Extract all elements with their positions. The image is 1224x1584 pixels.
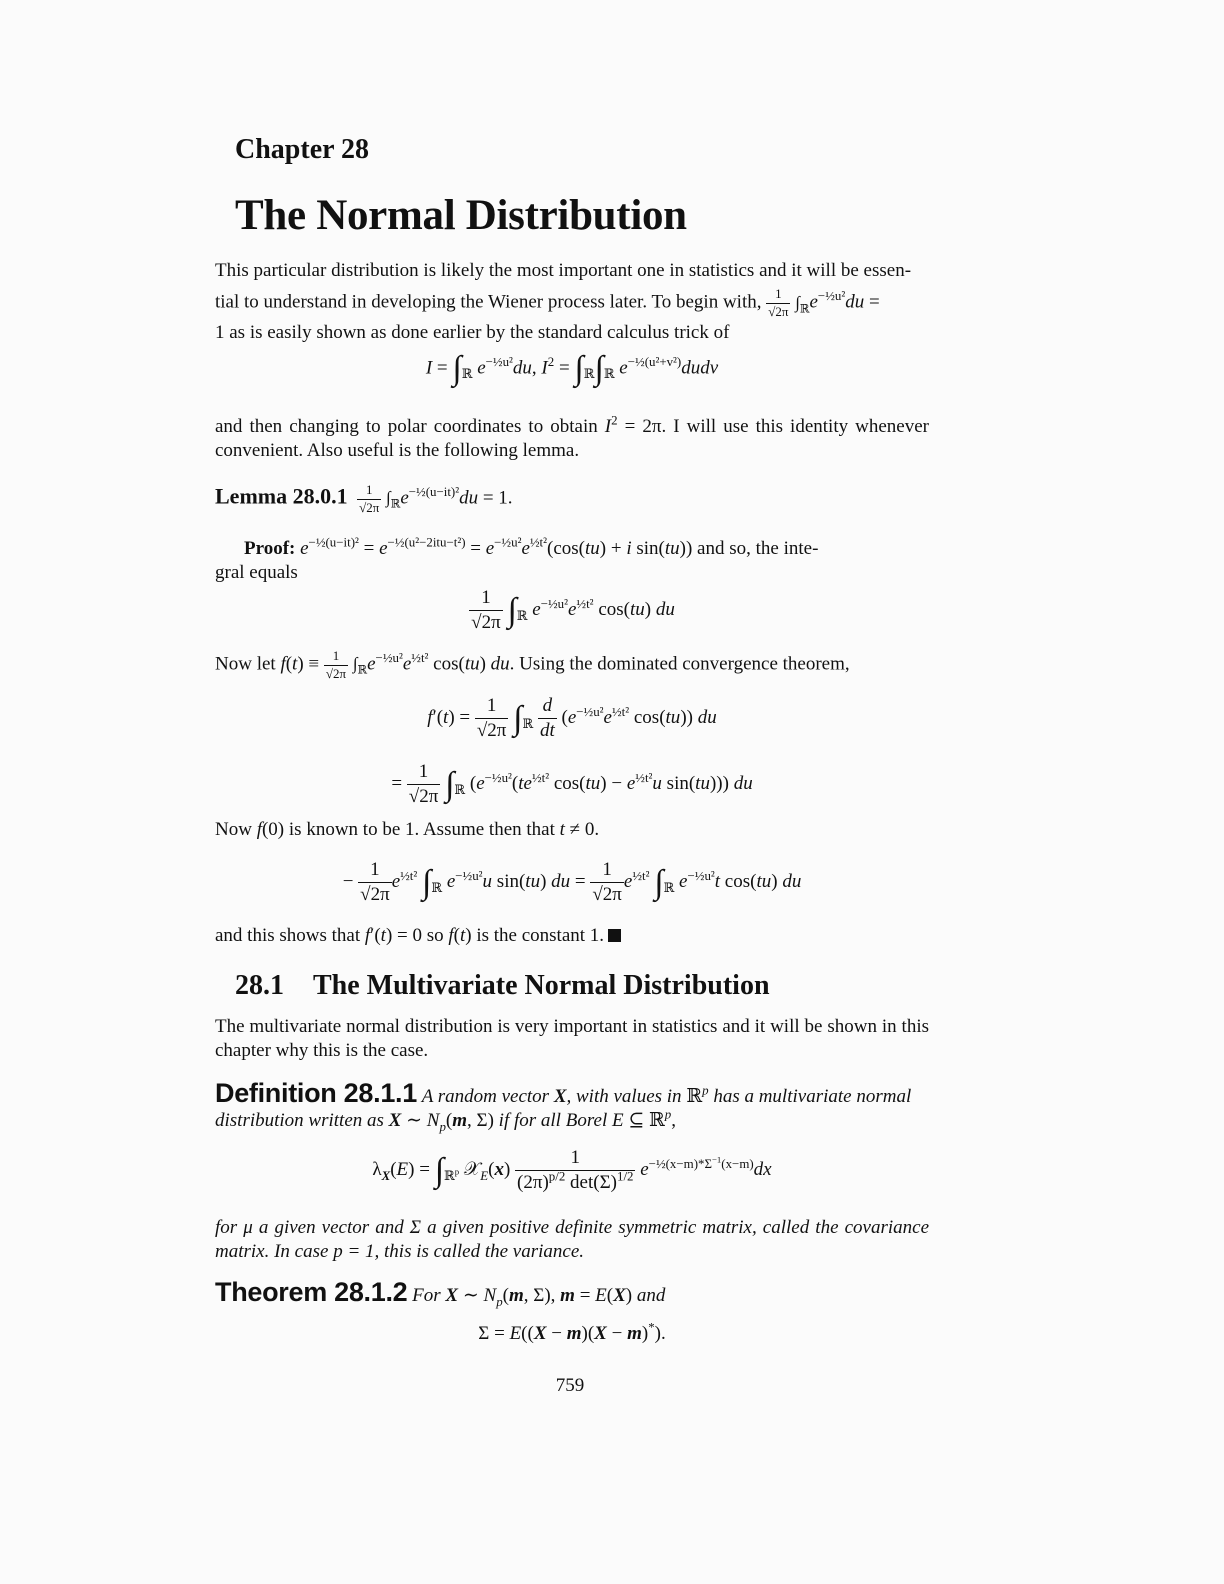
now-f0-text-a: Now [215,819,252,840]
eq-fraction: $\frac{1}{√2\pi}$ [471,587,501,634]
lemma-fraction: $\frac{1}{√2\pi}$ [359,482,380,515]
lemma: Lemma 28.0.1 $\frac{1}{√2\pi}$ $\int_ℝe^{-\frac{1}{2}(u-it)^2}du = 1$. [215,482,513,515]
definition-text-1: A random vector [421,1086,550,1107]
qed-square-icon [608,929,621,942]
conclusion-paragraph: and this shows that f′(t) = 0 so f(t) is the constant 1. [215,924,929,948]
intro-line-3: 1 as is easily shown as done earlier by the standard calculus trick of [215,321,730,343]
conclusion-text-end: is the constant 1. [476,925,605,946]
section-heading [235,968,770,1004]
now-let-paragraph: Now let f(t) ≡ $\frac{1}{√2\pi}$ $\int_ℝe^{-\frac{1}{2}u^2}e^{\frac{1}{2}t^2}$ cos(tu) du. Using the dominated convergence theorem, [215,648,850,681]
equation-parts: − $\frac{1}{√2\pi}$ $e^{\frac{1}{2}t^2}$ $\int_ℝ$ $e^{-\frac{1}{2}u^2}u$ sin(tu) du = $\frac{1}{√2\pi}$ $e^{\frac{1}{2}t^2}$ $\int_ℝ$ $e^{-\frac{1}{2}u^2}t$ cos(tu) du [215,858,929,908]
intro-line-2: tial to understand in developing the Wiener process later. To begin with, $\frac{1}{√2\pi}$ $\int_ℝe^{-\frac{1}{2}u^2}du$ = [215,286,880,319]
intro-line-2-text: tial to understand in developing the Wiener process later. To begin with, [215,291,762,313]
chapter-title: The Normal Distribution [235,192,687,239]
intro-paragraph [215,259,929,345]
proof-label: Proof: [244,538,296,559]
polar-paragraph: and then changing to polar coordinates to obtain $I^2 = 2\pi$. I will use this identity whenever convenient. Also useful is the following lemma. [215,412,929,462]
section-intro: The multivariate normal distribution is very important in statistics and it will be shown in this chapter why this is the case. [215,1016,929,1062]
now-let-text: Now let [215,653,276,675]
deriv2-fraction: $\frac{1}{√2\pi}$ [408,761,439,808]
intro-line-1: This particular distribution is likely the most important one in statistics and it will be essen- [215,260,912,281]
now-f0-paragraph: Now f(0) is known to be 1. Assume then that t ≠ 0. [215,819,600,840]
parts-fraction-2: $\frac{1}{√2\pi}$ [592,859,622,906]
deriv-fraction: $\frac{1}{√2\pi}$ [476,695,507,742]
conclusion-text: and this shows that [215,925,361,946]
chapter-label: Chapter 28 [235,134,370,165]
definition-label: Definition 28.1.1 [215,1078,417,1108]
theorem-text-for: For [412,1285,441,1306]
section-number: 28.1 [235,970,284,1001]
theorem: Theorem 28.1.2 For X ∼ $N_p(m$, Σ), m = E(X) and [215,1277,666,1309]
definition-after: for μ a given vector and Σ a given positive definite symmetric matrix, called the covariance matrix. In case p = 1, this is called the variance. [215,1217,929,1263]
definition-text-5: if for all Borel [498,1109,608,1131]
ddt-fraction: $\frac{d}{dt}$ [539,695,555,742]
equation-mvn-density: $\lambda_X(E) = \int_{ℝ^p}$ 𝒳$_E$(x) $\frac{1}{(2\pi)^{p/2} \det(\Sigma)^{1/2}}$ $e^{-\frac{1}{2}(x-m)*\Sigma^{-1}(x-m)}dx$ [215,1146,929,1196]
theorem-label: Theorem 28.1.2 [215,1277,408,1307]
proof-text-1: and so, the inte- [697,538,819,559]
proof-paragraph: Proof: $e^{-\frac{1}{2}(u-it)^2} = e^{-\frac{1}{2}(u^2-2itu-t^2)} = e^{-\frac{1}{2}u^2}e^{\frac{1}{2}t^2}(\cos(tu) + i$ sin(tu)) and so, the inte- gral equals [215,537,929,586]
lemma-label: Lemma 28.0.1 [215,483,348,509]
equation-integral-cos: $\frac{1}{√2\pi}$ $\int_ℝ$ $e^{-\frac{1}{2}u^2}e^{\frac{1}{2}t^2}$ cos(tu) du [215,586,929,636]
equation-gaussian-integral: $I = \int_ℝ$ $e^{-\frac{1}{2}u^2}du$, $I^2 = \int_ℝ\int_ℝ$ $e^{-\frac{1}{2}(u^2+v^2)}dudv$ [425,350,719,387]
equation-derivative: f′(t) = $\frac{1}{√2\pi}$ $\int_ℝ$ $\frac{d}{dt}$ ($e^{-\frac{1}{2}u^2}e^{\frac{1}{2}t^2}$ cos(tu)) du [215,694,929,744]
section-title: The Multivariate Normal Distribution [313,970,770,1001]
page-number: 759 [555,1375,585,1396]
density-fraction: $\frac{1}{(2\pi)^{p/2} \det(\Sigma)^{1/2}}$ [517,1147,634,1194]
polar-text: and then changing to polar coordinates to obtain [215,416,598,437]
proof-text-2: gral equals [215,562,298,584]
polar-text-end: . I will use this identity whenever convenient. Also useful is the following lemma. [215,416,929,462]
inline-fraction: $\frac{1}{√2\pi}$ [768,286,789,319]
definition-text-3: has a multivariate normal [713,1086,912,1107]
now-let-fraction: $\frac{1}{√2\pi}$ [325,648,347,681]
definition: Definition 28.1.1 A random vector X, with values in ℝ$^p$ has a multivariate normal distribution written as X ∼ $N_p(m$, Σ) if for all Borel E ⊆ ℝ$^p$, [215,1078,912,1134]
definition-text-2: with values in [576,1086,682,1107]
dominated-text: . Using the dominated convergence theorem, [509,653,850,675]
now-f0-text-b: is known to be 1. Assume then that [288,819,555,840]
equation-covariance: Σ = E((X − m)(X − m)*). [478,1319,666,1344]
definition-text-4: distribution written as [215,1109,384,1131]
parts-fraction-1: $\frac{1}{√2\pi}$ [360,859,390,906]
equation-derivative-2: = $\frac{1}{√2\pi}$ $\int_ℝ$ ($e^{-\frac{1}{2}u^2}(te^{\frac{1}{2}t^2}$ $\cos(tu) - e^{\frac{1}{2}t^2}u$ sin(tu))) du [215,760,929,810]
theorem-text-and: and [636,1285,666,1306]
